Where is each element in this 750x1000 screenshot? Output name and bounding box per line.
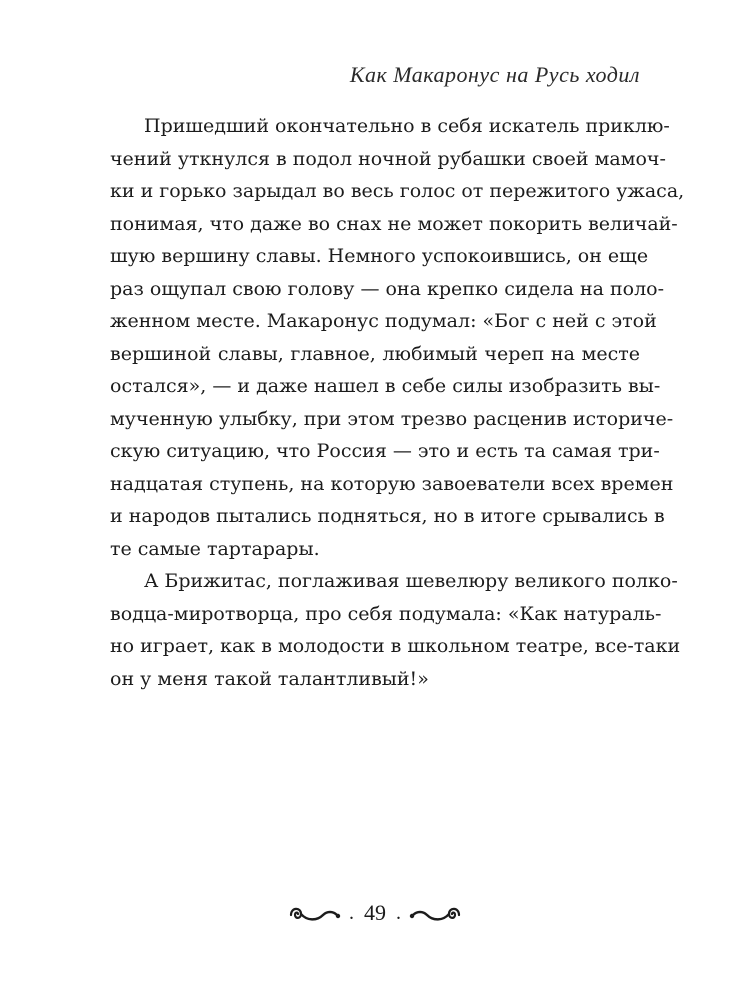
swirl-ornament-left-icon <box>287 901 343 925</box>
text-line: мученную улыбку, при этом трезво расценив историче- <box>110 407 674 430</box>
text-line: водца-миротворца, про себя подумала: «Как натураль- <box>110 602 662 625</box>
text-line: но играет, как в молодости в школьном театре, все-таки <box>110 635 681 657</box>
text-line: остался», — и даже нашел в себе силы изобразить вы- <box>110 375 661 397</box>
text-line: А Брижитас, поглаживая шевелюру великого полко- <box>144 570 678 592</box>
text-line: Пришедший окончательно в себя искатель приклю- <box>144 115 670 137</box>
text-line: надцатая ступень, на которую завоеватели всех времен <box>110 472 674 495</box>
paragraph-2 <box>110 565 681 695</box>
text-line: и народов пытались подняться, но в итоге срывались в <box>110 505 665 527</box>
running-header: Как Макаронус на Русь ходил <box>349 62 640 87</box>
folio-dot-right: . <box>396 901 401 924</box>
paragraph-1 <box>110 110 685 565</box>
text-line: шую вершину славы. Немного успокоившись, он еще <box>110 245 649 267</box>
text-line: вершиной славы, главное, любимый череп на месте <box>110 342 640 365</box>
page-number: 49 <box>364 900 386 925</box>
folio-dot-left: . <box>349 901 354 924</box>
text-line: те самые тартарары. <box>110 537 320 560</box>
text-line: раз ощупал свою голову — она крепко сидела на поло- <box>110 277 665 300</box>
body-text <box>110 110 685 695</box>
text-line: скую ситуацию, что Россия — это и есть та самая три- <box>110 440 660 462</box>
page-footer <box>0 900 750 926</box>
text-line: понимая, что даже во снах не может покорить величай- <box>110 212 678 235</box>
text-line: он у меня такой талантливый!» <box>110 667 429 690</box>
swirl-ornament-right-icon <box>407 901 463 925</box>
text-line: женном месте. Макаронус подумал: «Бог с ней с этой <box>110 310 657 332</box>
text-line: чений уткнулся в подол ночной рубашки своей мамоч- <box>110 147 666 170</box>
text-line: ки и горько зарыдал во весь голос от пережитого ужаса, <box>110 180 685 202</box>
